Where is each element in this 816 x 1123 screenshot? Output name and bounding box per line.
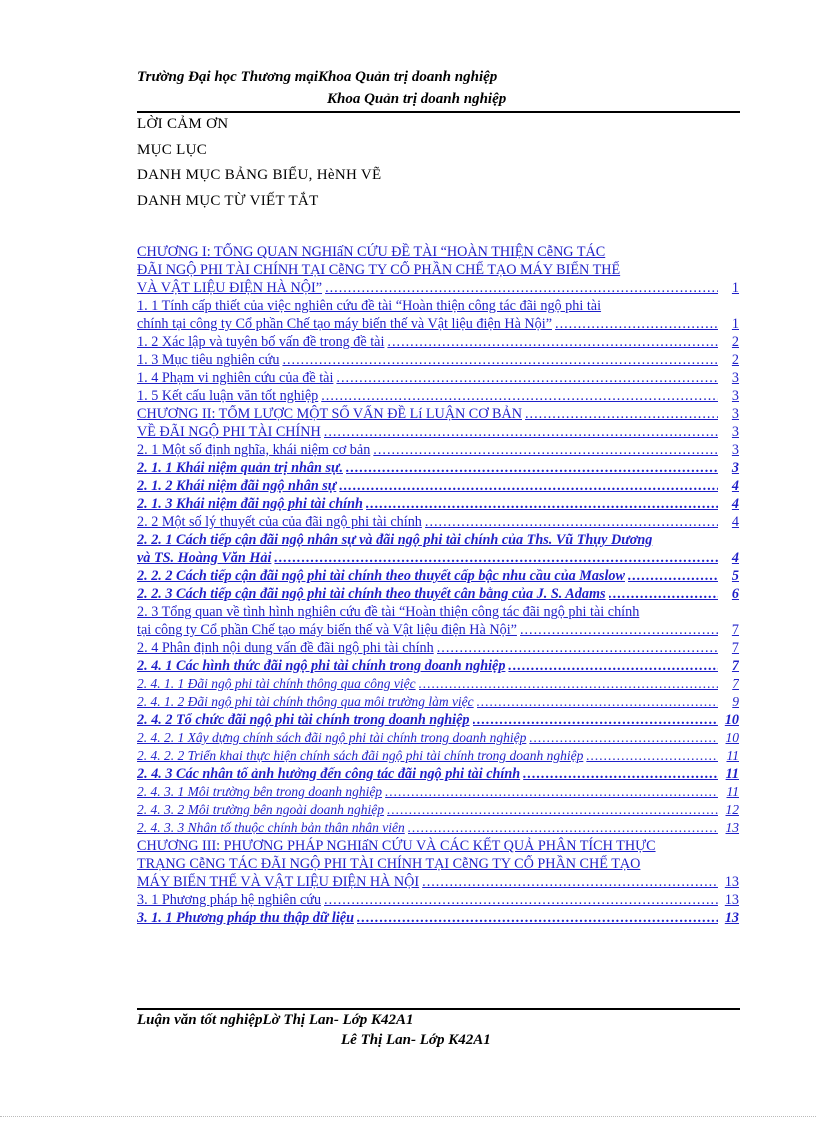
toc-entry-text: 2. 4. 3. 2 Môi trường bên ngoài doanh nghiệp	[137, 802, 385, 817]
toc-leader-dots	[555, 315, 718, 333]
toc-entry[interactable]	[137, 891, 739, 909]
toc-page-number: 2	[731, 352, 739, 368]
toc-entry-text: 2. 4. 3. 3 Nhân tố thuộc chính bản thân nhân viên	[137, 820, 405, 835]
toc-leader-dots	[324, 423, 718, 441]
toc-entry[interactable]	[137, 387, 739, 405]
toc-leader-dots	[366, 495, 718, 513]
toc-entry-text: 2. 1. 1 Khái niệm quản trị nhân sự.	[137, 460, 344, 476]
toc-page-number: 1	[731, 280, 739, 296]
toc-leader-dots	[339, 477, 718, 495]
toc-leader-dots	[408, 819, 718, 837]
toc-leader-dots	[274, 549, 718, 567]
toc-page-number: 3	[731, 442, 739, 458]
toc-entry-text: 2. 4 Phân định nội dung vấn đề đãi ngộ phi tài chính	[137, 640, 434, 656]
front-contents: MỤC LỤC	[137, 142, 208, 158]
toc-leader-dots	[520, 621, 718, 639]
toc-entry[interactable]	[137, 675, 739, 693]
toc-page-number: 1	[731, 316, 739, 332]
toc-entry-text: 2. 1. 3 Khái niệm đãi ngộ phi tài chính	[137, 496, 363, 512]
toc-page-number: 13	[724, 910, 739, 926]
toc-page-number: 3	[731, 424, 739, 440]
toc-entry[interactable]	[137, 585, 739, 603]
toc-page-number: 7	[732, 676, 739, 691]
toc-entry-text: 2. 2 Một số lý thuyết của của đãi ngộ phi tài chính	[137, 514, 422, 530]
toc-entry-text: 2. 4. 2 Tổ chức đãi ngộ phi tài chính trong doanh nghiệp	[137, 712, 470, 728]
toc-entry-text: CHƯƠNG III: PHƯƠNG PHÁP NGHIấN CỨU VÀ CÁC KẾT QUẢ PHÂN TÍCH THỰC	[137, 838, 656, 854]
toc-leader-dots	[282, 351, 718, 369]
toc-entry-text: TRẠNG CễNG TÁC ĐÃI NGỘ PHI TÀI CHÍNH TẠI CễNG TY CỔ PHẦN CHẾ TẠO	[137, 856, 641, 872]
toc-leader-dots	[425, 513, 718, 531]
toc-entry-text: VỀ ĐÃI NGỘ PHI TÀI CHÍNH	[137, 424, 321, 440]
toc-page-number: 11	[726, 784, 739, 799]
toc-leader-dots	[387, 333, 718, 351]
toc-leader-dots	[387, 801, 718, 819]
toc-leader-dots	[419, 675, 718, 693]
toc-page-number: 4	[731, 514, 739, 530]
footer-rule	[137, 1008, 740, 1010]
toc-page-number: 7	[731, 622, 739, 638]
footer-line-1: Luận văn tốt nghiệpLờ Thị Lan- Lớp K42A1	[137, 1012, 414, 1028]
toc-page-number: 10	[724, 712, 739, 728]
toc-entry-text: CHƯƠNG II: TỔM LƯỢC MỘT SỐ VẤN ĐỀ Lí LUẬN CƠ BẢN	[137, 406, 522, 422]
toc-entry[interactable]	[137, 297, 739, 333]
toc-leader-dots	[523, 765, 718, 783]
toc-leader-dots	[324, 891, 718, 909]
toc-leader-dots	[422, 873, 718, 891]
toc-page-number: 3	[731, 388, 739, 404]
toc-leader-dots	[385, 783, 718, 801]
toc-entry[interactable]	[137, 567, 739, 585]
toc-entry-text: 2. 2. 2 Cách tiếp cận đãi ngộ phi tài chính theo thuyết cấp bậc nhu cầu của Maslow	[137, 568, 625, 584]
toc-entry[interactable]	[137, 729, 739, 747]
toc-entry-text: 2. 1 Một số định nghĩa, khái niệm cơ bản	[137, 442, 371, 458]
front-acknowledgement: LỜI CẢM ƠN	[137, 116, 229, 132]
toc-entry-text: 2. 4. 3. 1 Môi trường bên trong doanh nghiệp	[137, 784, 383, 799]
toc-page-number: 11	[726, 748, 739, 763]
toc-leader-dots	[609, 585, 718, 603]
toc-entry-text: ĐÃI NGỘ PHI TÀI CHÍNH TẠI CễNG TY CỔ PHẦN CHẾ TẠO MÁY BIẾN THẾ	[137, 262, 621, 278]
toc-entry[interactable]	[137, 747, 739, 765]
toc-page-number: 12	[725, 802, 739, 817]
toc-entry[interactable]	[137, 819, 739, 837]
toc-entry[interactable]	[137, 423, 739, 441]
toc-entry-text: 1. 4 Phạm vi nghiên cứu của đề tài	[137, 370, 334, 386]
toc-entry-text: 1. 1 Tính cấp thiết của việc nghiên cứu đề tài “Hoàn thiện công tác đãi ngộ phi tài	[137, 298, 602, 314]
toc-leader-dots	[508, 657, 718, 675]
toc-entry-text: 3. 1. 1 Phương pháp thu thập dữ liệu	[137, 910, 354, 926]
toc-leader-dots	[357, 909, 718, 927]
toc-entry-text: 2. 4. 2. 1 Xây dựng chính sách đãi ngộ phi tài chính trong doanh nghiệp	[137, 730, 527, 745]
toc-entry-text: MÁY BIẾN THẾ VÀ VẬT LIỆU ĐIỆN HÀ NỘI	[137, 874, 420, 890]
toc-entry-text: 2. 3 Tổng quan về tình hình nghiên cứu đề tài “Hoàn thiện công tác đãi ngộ phi tài chính	[137, 604, 640, 620]
toc-page-number: 13	[725, 820, 739, 835]
toc-leader-dots	[336, 369, 718, 387]
header-line-1: Trường Đại học Thương mạiKhoa Quản trị doanh nghiệp	[137, 69, 498, 85]
toc-entry[interactable]	[137, 477, 739, 495]
toc-entry-text: tại công ty Cổ phần Chế tạo máy biến thế và Vật liệu điện Hà Nội”	[137, 622, 517, 638]
page-bottom-divider	[0, 1116, 816, 1117]
toc-entry[interactable]	[137, 909, 739, 927]
front-abbreviations: DANH MỤC TỪ VIẾT TẮT	[137, 193, 319, 209]
toc-entry-text: 2. 4. 1. 1 Đãi ngộ phi tài chính thông qua công việc	[137, 676, 416, 691]
toc-entry[interactable]	[137, 441, 739, 459]
toc-entry[interactable]	[137, 369, 739, 387]
toc-entry-text: 1. 3 Mục tiêu nghiên cứu	[137, 352, 280, 368]
toc-leader-dots	[373, 441, 718, 459]
toc-page-number: 4	[731, 550, 739, 566]
toc-entry[interactable]	[137, 657, 739, 675]
toc-entry-text: chính tại công ty Cổ phần Chế tạo máy biến thế và Vật liệu điện Hà Nội”	[137, 316, 553, 332]
toc-entry-text: 3. 1 Phương pháp hệ nghiên cứu	[137, 892, 322, 908]
toc-entry-text: 2. 4. 3 Các nhân tố ảnh hưởng đến công tác đãi ngộ phi tài chính	[137, 766, 521, 782]
front-list-of-tables: DANH MỤC BẢNG BIỂU, HèNH VẼ	[137, 167, 382, 183]
toc-page-number: 11	[725, 766, 739, 782]
toc-leader-dots	[477, 693, 718, 711]
toc-leader-dots	[321, 387, 718, 405]
toc-entry[interactable]	[137, 333, 739, 351]
footer-line-2: Lê Thị Lan- Lớp K42A1	[341, 1032, 491, 1048]
toc-entry-text: 2. 2. 1 Cách tiếp cận đãi ngộ nhân sự và đãi ngộ phi tài chính của Ths. Vũ Thụy Dương	[137, 532, 653, 548]
toc-entry-text: 2. 2. 3 Cách tiếp cận đãi ngộ phi tài chính theo thuyết cân bằng của J. S. Adams	[137, 586, 606, 602]
toc-page-number: 5	[731, 568, 739, 584]
toc-leader-dots	[586, 747, 718, 765]
toc-page-number: 13	[724, 874, 739, 890]
toc-entry[interactable]	[137, 351, 739, 369]
toc-leader-dots	[325, 279, 718, 297]
toc-entry[interactable]	[137, 243, 739, 297]
header-line-2: Khoa Quản trị doanh nghiệp	[327, 91, 507, 107]
toc-entry-text: 2. 4. 1. 2 Đãi ngộ phi tài chính thông qua môi trường làm việc	[137, 694, 474, 709]
toc-entry-text: VÀ VẬT LIỆU ĐIỆN HÀ NỘI”	[137, 280, 323, 296]
toc-leader-dots	[437, 639, 718, 657]
toc-entry[interactable]	[137, 603, 739, 639]
toc-page-number: 3	[731, 406, 739, 422]
toc-entry[interactable]	[137, 765, 739, 783]
toc-entry-text: CHƯƠNG I: TỔNG QUAN NGHIấN CỨU ĐỀ TÀI “HOÀN THIỆN CễNG TÁC	[137, 244, 606, 260]
toc-leader-dots	[529, 729, 718, 747]
toc-leader-dots	[346, 459, 718, 477]
toc-entry[interactable]	[137, 837, 739, 891]
toc-page-number: 3	[731, 460, 739, 476]
toc-entry-text: 2. 1. 2 Khái niệm đãi ngộ nhân sự	[137, 478, 337, 494]
toc-page-number: 7	[731, 658, 739, 674]
toc-entry[interactable]	[137, 639, 739, 657]
toc-entry[interactable]	[137, 783, 739, 801]
toc-entry[interactable]	[137, 405, 739, 423]
toc-page-number: 2	[731, 334, 739, 350]
header-rule	[137, 111, 740, 113]
toc-page-number: 9	[732, 694, 739, 709]
toc-entry-text: 2. 4. 2. 2 Triển khai thực hiện chính sách đãi ngộ phi tài chính trong doanh nghiệp	[137, 748, 584, 763]
toc-leader-dots	[473, 711, 718, 729]
toc-entry-text: 2. 4. 1 Các hình thức đãi ngộ phi tài chính trong doanh nghiệp	[137, 658, 506, 674]
toc-entry-text: 1. 2 Xác lập và tuyên bố vấn đề trong đề tài	[137, 334, 385, 350]
toc-entry[interactable]	[137, 513, 739, 531]
toc-page-number: 10	[725, 730, 739, 745]
toc-page-number: 4	[731, 496, 739, 512]
toc-entry[interactable]	[137, 495, 739, 513]
toc-page-number: 13	[724, 892, 739, 908]
toc-entry[interactable]	[137, 459, 739, 477]
toc-entry[interactable]	[137, 531, 739, 567]
toc-entry[interactable]	[137, 711, 739, 729]
toc-page-number: 3	[731, 370, 739, 386]
toc-entry-text: và TS. Hoàng Văn Hải	[137, 550, 272, 566]
toc-page-number: 4	[731, 478, 739, 494]
toc-leader-dots	[525, 405, 718, 423]
toc-page-number: 7	[731, 640, 739, 656]
toc-page-number: 6	[731, 586, 739, 602]
toc-leader-dots	[628, 567, 718, 585]
table-of-contents	[137, 243, 739, 927]
toc-entry-text: 1. 5 Kết cấu luận văn tốt nghiệp	[137, 388, 319, 404]
toc-entry[interactable]	[137, 693, 739, 711]
toc-entry[interactable]	[137, 801, 739, 819]
